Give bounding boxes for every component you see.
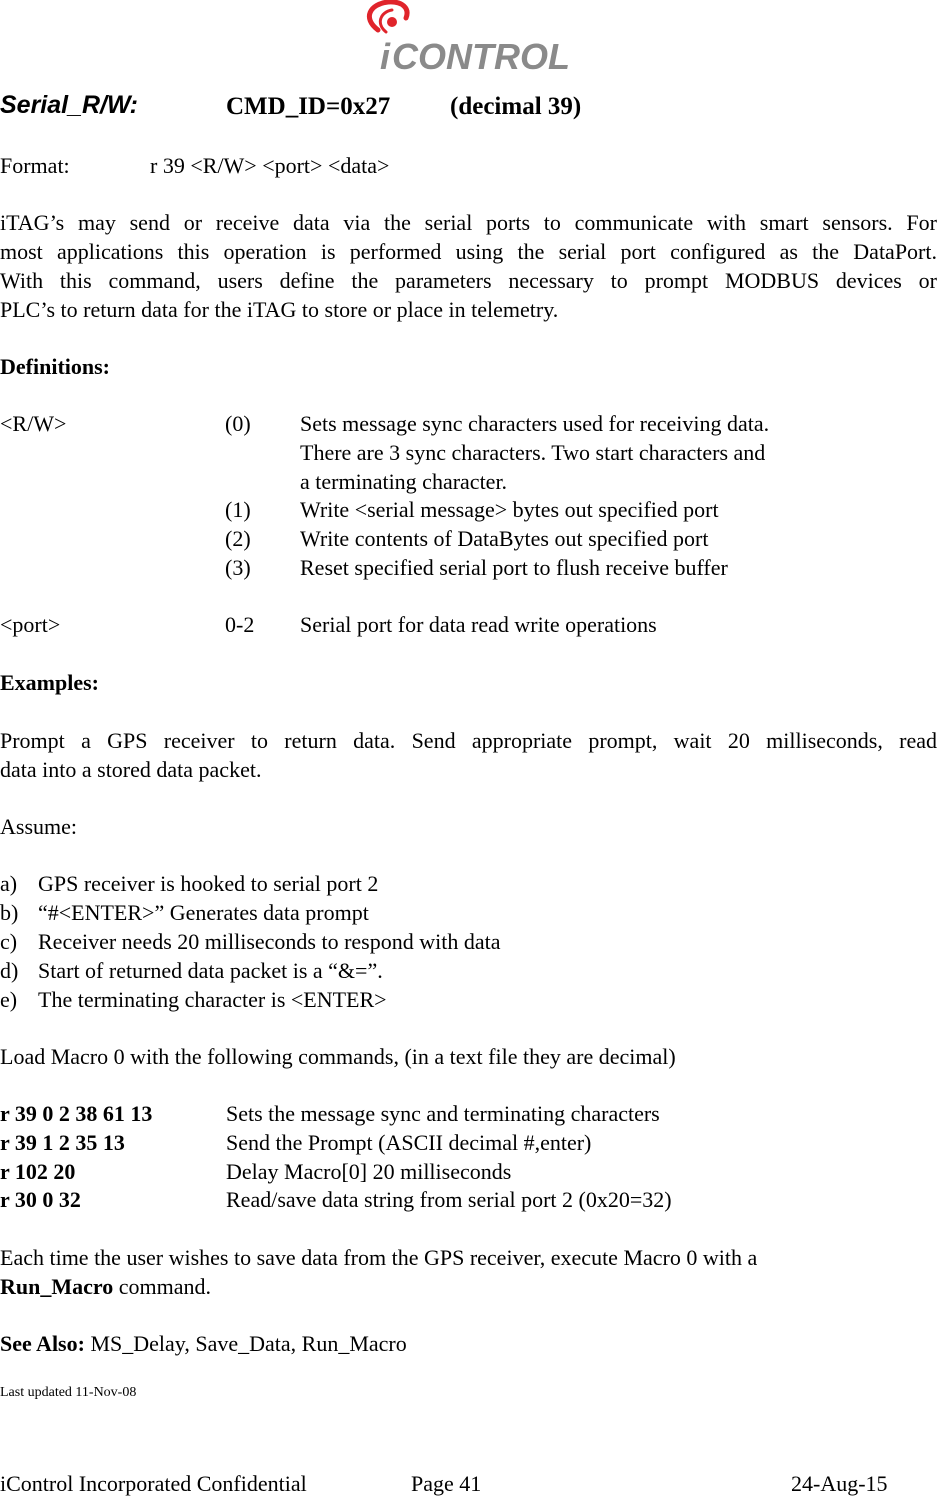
rw-code-1: (1) [225, 497, 251, 522]
see-also-label: See Also: [0, 1331, 85, 1356]
port-desc: Serial port for data read write operations [300, 612, 657, 637]
logo-swoosh [369, 2, 407, 30]
command-desc-2: Send the Prompt (ASCII decimal #,enter) [226, 1130, 592, 1155]
logo-control: CONTROL [392, 36, 570, 75]
assumption-text-c: Receiver needs 20 milliseconds to respond with data [38, 929, 501, 954]
intro-line-3: With this command, users define the parameters necessary to prompt MODBUS devices or [0, 268, 937, 293]
command-desc-4: Read/save data string from serial port 2 (0x20=32) [226, 1187, 672, 1212]
format-label: Format: [0, 153, 70, 178]
rw-code-0: (0) [225, 411, 251, 436]
examples-heading: Examples: [0, 670, 99, 695]
assumption-text-b: “#<ENTER>” Generates data prompt [38, 900, 369, 925]
command-name: Serial_R/W: [0, 91, 139, 119]
param-port: <port> [0, 612, 61, 637]
rw-desc-0-line-3: a terminating character. [300, 469, 508, 494]
command-code-4: r 30 0 32 [0, 1187, 81, 1212]
run-macro-term: Run_Macro [0, 1274, 114, 1299]
rw-desc-0-line-1: Sets message sync characters used for receiving data. [300, 411, 770, 436]
rw-desc-1: Write <serial message> bytes out specified port [300, 497, 719, 522]
footer-company: iControl Incorporated Confidential [0, 1471, 307, 1496]
command-code-2: r 39 1 2 35 13 [0, 1130, 125, 1155]
footer-date: 24-Aug-15 [791, 1471, 888, 1496]
intro-line-4: PLC’s to return data for the iTAG to store or place in telemetry. [0, 297, 559, 322]
definitions-heading: Definitions: [0, 354, 110, 379]
rw-code-2: (2) [225, 526, 251, 551]
assumption-letter-b: b) [0, 900, 19, 925]
assumption-letter-e: e) [0, 987, 18, 1012]
last-updated: Last updated 11-Nov-08 [0, 1385, 137, 1400]
intro-line-2: most applications this operation is performed using the serial port configured as the DataPort. [0, 239, 937, 264]
port-code: 0-2 [225, 612, 255, 637]
assume-label: Assume: [0, 814, 77, 839]
rw-desc-3: Reset specified serial port to flush receive buffer [300, 555, 728, 580]
rw-desc-2: Write contents of DataBytes out specified port [300, 526, 709, 551]
macro-intro: Load Macro 0 with the following commands, (in a text file they are decimal) [0, 1044, 676, 1069]
command-desc-1: Sets the message sync and terminating characters [226, 1101, 660, 1126]
command-decimal: (decimal 39) [450, 93, 582, 120]
assumption-text-a: GPS receiver is hooked to serial port 2 [38, 871, 379, 896]
run-macro-rest: command. [113, 1274, 212, 1299]
rw-code-3: (3) [225, 555, 251, 580]
param-rw: <R/W> [0, 411, 67, 436]
logo-i: i [380, 36, 391, 75]
assumption-letter-d: d) [0, 958, 19, 983]
format-value: r 39 <R/W> <port> <data> [150, 153, 390, 178]
example-intro-line-2: data into a stored data packet. [0, 757, 262, 782]
command-code-1: r 39 0 2 38 61 13 [0, 1101, 153, 1126]
rw-desc-0-line-2: There are 3 sync characters. Two start characters and [300, 440, 766, 465]
see-also-value: MS_Delay, Save_Data, Run_Macro [84, 1331, 407, 1356]
command-code-3: r 102 20 [0, 1159, 76, 1184]
assumption-text-e: The terminating character is <ENTER> [38, 987, 387, 1012]
icontrol-logo [340, 0, 580, 75]
example-intro-line-1: Prompt a GPS receiver to return data. Send appropriate prompt, wait 20 milliseconds, read [0, 728, 937, 753]
assumption-letter-a: a) [0, 871, 18, 896]
command-id: CMD_ID=0x27 [226, 93, 391, 120]
assumption-letter-c: c) [0, 929, 18, 954]
logo-i-dot [387, 17, 397, 27]
intro-line-1: iTAG’s may send or receive data via the serial ports to communicate with smart sensors. For [0, 210, 937, 235]
see-also [0, 1333, 407, 1355]
closing-line-1: Each time the user wishes to save data from the GPS receiver, execute Macro 0 with a [0, 1245, 758, 1270]
assumption-text-d: Start of returned data packet is a “&=”. [38, 958, 383, 983]
closing-line-2 [0, 1276, 211, 1298]
footer-page: Page 41 [411, 1471, 482, 1496]
command-desc-3: Delay Macro[0] 20 milliseconds [226, 1159, 512, 1184]
